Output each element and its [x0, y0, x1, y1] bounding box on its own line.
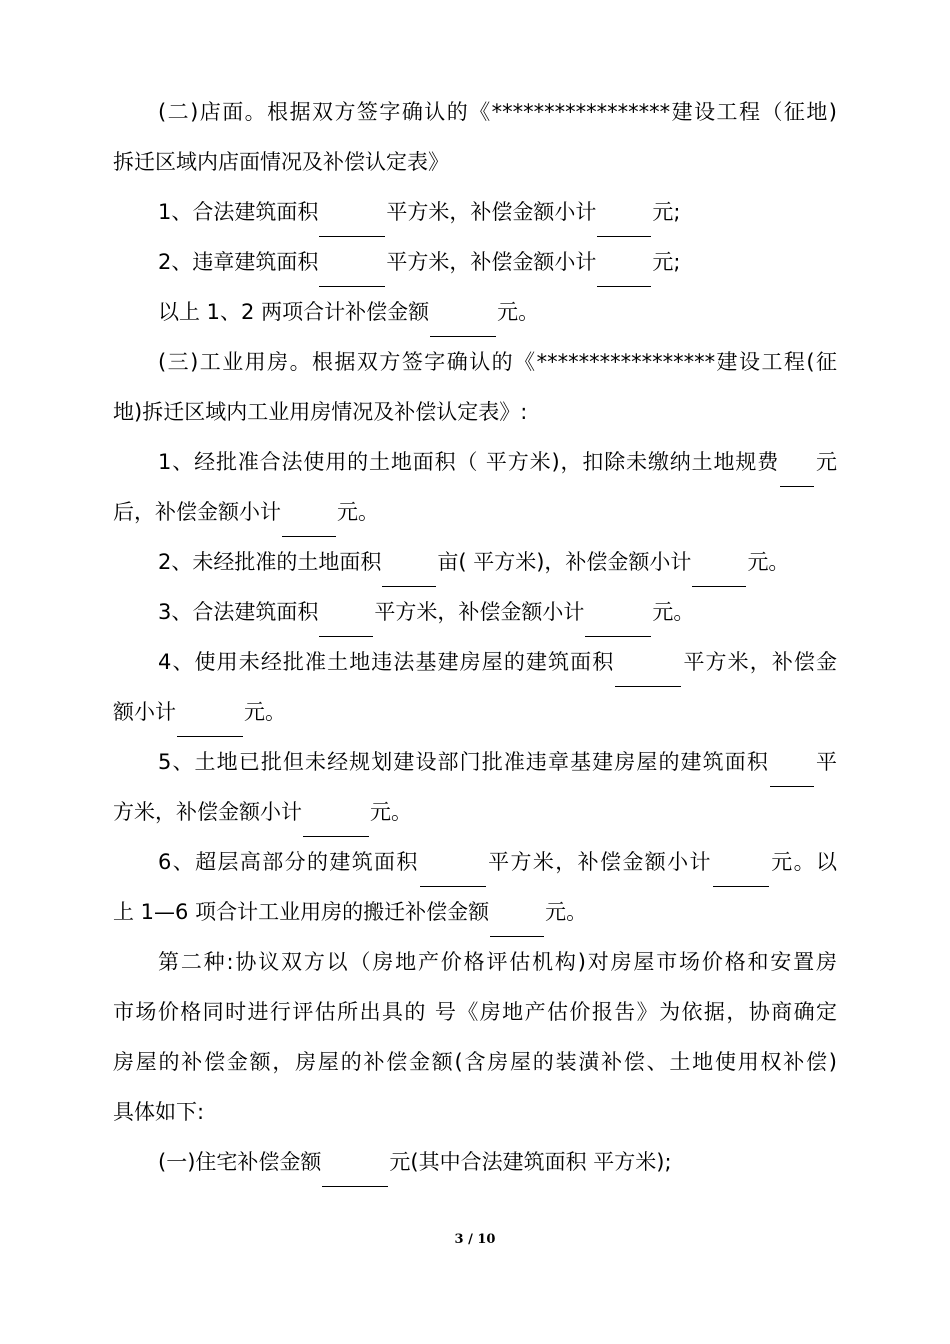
paragraph-line: 上 1—6 项合计工业用房的搬迁补偿金额 元。 — [113, 896, 837, 946]
paragraph-line: 6、超层高部分的建筑面积 平方米，补偿金额小计 元。以 — [158, 846, 837, 896]
fill-in-blank — [780, 454, 814, 487]
paragraph-line: 市场价格同时进行评估所出具的 号《房地产估价报吿》为依据，协商确定 — [113, 1000, 837, 1024]
fill-in-blank — [319, 254, 385, 287]
fill-in-blank — [319, 204, 385, 237]
paragraph-line: 拆迁区域内店面情况及补偿认定表》 — [113, 150, 449, 174]
paragraph-line: 3、合法建筑面积 平方米，补偿金额小计 元。 — [158, 596, 837, 646]
paragraph-line: 具体如下: — [113, 1100, 205, 1124]
fill-in-blank — [692, 554, 746, 587]
paragraph-line: 4、使用未经批准土地违法基建房屋的建筑面积 平方米，补偿金 — [158, 646, 837, 696]
fill-in-blank — [282, 504, 336, 537]
paragraph-line: 房屋的补偿金额，房屋的补偿金额(含房屋的装潢补偿、土地使用权补偿) — [113, 1050, 837, 1074]
fill-in-blank — [420, 854, 486, 887]
fill-in-blank — [770, 754, 814, 787]
fill-in-blank — [490, 904, 544, 937]
paragraph-line: 2、违章建筑面积 平方米，补偿金额小计 元; — [158, 246, 837, 296]
paragraph-line: 方米，补偿金额小计 元。 — [113, 796, 837, 846]
fill-in-blank — [319, 604, 373, 637]
paragraph-line: (二)店面。根据双方签字确认的《*****************建设工程（征地) — [158, 100, 837, 124]
fill-in-blank — [322, 1154, 388, 1187]
page-number: 3 / 10 — [454, 1232, 496, 1247]
fill-in-blank — [597, 204, 651, 237]
paragraph-line: 以上 1、2 两项合计补偿金额 元。 — [158, 296, 837, 346]
paragraph-line: 第二种:协议双方以（房地产价格评估机构)对房屋市场价格和安置房 — [158, 950, 837, 974]
fill-in-blank — [585, 604, 651, 637]
fill-in-blank — [303, 804, 369, 837]
fill-in-blank — [713, 854, 769, 887]
paragraph-line: 2、未经批准的土地面积 亩( 平方米)，补偿金额小计 元。 — [158, 546, 837, 596]
paragraph-line: 1、经批准合法使用的土地面积（ 平方米)，扣除未缴纳土地规费 元 — [158, 446, 837, 496]
paragraph-line: 后，补偿金额小计 元。 — [113, 496, 837, 546]
paragraph-line: (三)工业用房。根据双方签字确认的《*****************建设工程(征 — [158, 350, 837, 374]
paragraph-line: 地)拆迁区域内工业用房情况及补偿认定表》: — [113, 400, 528, 424]
fill-in-blank — [430, 304, 496, 337]
paragraph-line: 额小计 元。 — [113, 696, 837, 746]
fill-in-blank — [597, 254, 651, 287]
paragraph-line: 5、土地已批但未经规划建设部门批准违章基建房屋的建筑面积 平 — [158, 746, 837, 796]
fill-in-blank — [615, 654, 681, 687]
fill-in-blank — [382, 554, 436, 587]
paragraph-line: (一)住宅补偿金额 元(其中合法建筑面积 平方米); — [158, 1146, 837, 1196]
paragraph-line: 1、合法建筑面积 平方米，补偿金额小计 元; — [158, 196, 837, 246]
fill-in-blank — [177, 704, 243, 737]
